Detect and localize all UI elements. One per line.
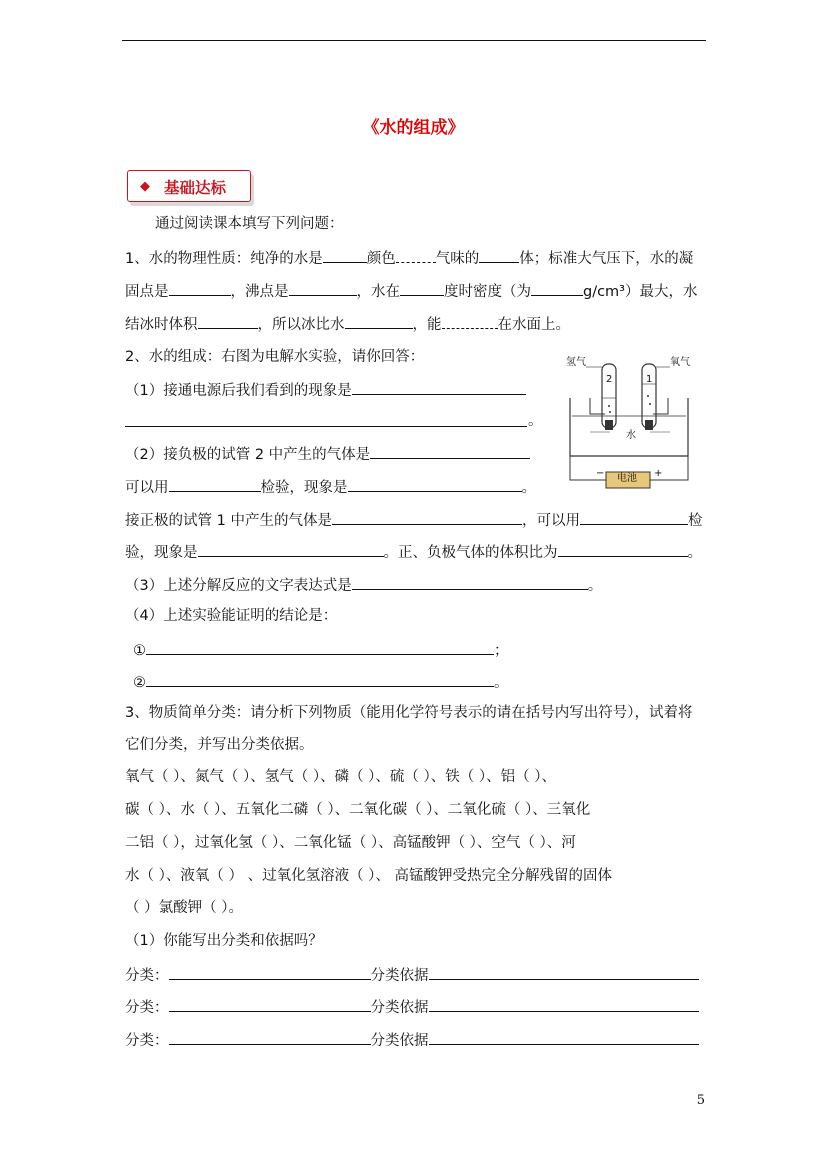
header-rule (122, 40, 706, 41)
diamond-icon: ◆ (140, 179, 150, 194)
section-badge (127, 170, 251, 202)
q1-text: 颜色 (366, 251, 396, 267)
period: 。 (494, 675, 509, 691)
minus-sign: − (596, 468, 605, 479)
q1-text: 度时密度（为 (444, 284, 531, 300)
intro-text: 通过阅读课本填写下列问题： (155, 216, 344, 232)
answer-blank[interactable] (352, 379, 526, 395)
q2-text: 检 (687, 513, 703, 529)
plus-sign: + (654, 468, 663, 479)
answer-blank[interactable] (169, 280, 231, 296)
hydrogen-label: 氢气 (566, 357, 586, 368)
q1-text: ，能 (412, 317, 442, 333)
q3-substances-1: 氧气（ ）、氮气（ ）、氢气（ ）、磷（ ）、硫（ ）、铁（ ）、铝（ ）、 (125, 769, 557, 785)
answer-blank[interactable] (396, 247, 436, 263)
q1-text: ，所以冰比水 (257, 317, 345, 333)
classification-label: 分类： (125, 968, 169, 984)
electrolysis-diagram (560, 356, 698, 491)
q3-substances-2: 碳（ ）、水（ ）、五氧化二磷（ ）、二氧化碳（ ）、二氧化硫（ ）、三氧化 (125, 802, 591, 818)
q2-text: ① (133, 643, 146, 659)
answer-blank[interactable] (146, 639, 494, 655)
q1-text: 1、水的物理性质：纯净的水是 (125, 251, 323, 267)
q3-substances-5: （ ）氯酸钾（ ）。 (125, 900, 243, 916)
q2-text: ，可以用 (521, 513, 580, 529)
answer-blank[interactable] (289, 280, 357, 296)
answer-blank[interactable] (125, 426, 527, 427)
answer-blank[interactable] (370, 443, 530, 459)
q3-heading-2: 它们分类，并写出分类依据。 (125, 737, 314, 753)
tube-2-label: 2 (606, 374, 613, 385)
classification-label: 分类： (125, 1033, 169, 1049)
q2-text: 可以用 (125, 480, 169, 496)
q2-heading: 2、水的组成：右图为电解水实验，请你回答： (125, 349, 425, 365)
answer-blank[interactable] (400, 280, 444, 296)
answer-blank[interactable] (169, 996, 371, 1012)
answer-blank[interactable] (558, 541, 688, 557)
q1-text: 固点是 (125, 284, 169, 300)
basis-label: 分类依据 (370, 968, 429, 984)
answer-blank[interactable] (332, 509, 522, 525)
basis-label: 分类依据 (370, 1000, 429, 1016)
q1-text: 结冰时体积 (125, 317, 198, 333)
answer-blank[interactable] (198, 541, 384, 557)
page-title: 《水的组成》 (362, 118, 465, 138)
answer-blank[interactable] (429, 1029, 699, 1045)
q2-s2a (125, 443, 530, 465)
q3-heading-1: 3、物质简单分类：请分析下列物质（能用化学符号表示的请在括号内写出符号），试着将 (125, 705, 693, 721)
answer-blank[interactable] (352, 574, 588, 590)
q3-sub1: （1）你能写出分类和依据吗？ (125, 933, 323, 949)
q2-text: （1）接通电源后我们看到的现象是 (125, 383, 352, 399)
classification-row (125, 996, 699, 1018)
answer-blank[interactable] (479, 247, 519, 263)
answer-blank[interactable] (531, 280, 583, 296)
q1-line1 (125, 247, 693, 269)
q2-text: （3）上述分解反应的文字表达式是 (125, 578, 352, 594)
answer-blank[interactable] (348, 476, 522, 492)
q2-s2b (125, 476, 536, 498)
answer-blank[interactable] (146, 671, 494, 687)
period: 。 (528, 413, 543, 429)
answer-blank[interactable] (429, 996, 699, 1012)
q1-text: 在水面上。 (497, 317, 570, 333)
water-label: 水 (626, 430, 636, 441)
basis-label: 分类依据 (370, 1033, 429, 1049)
answer-blank[interactable] (169, 964, 371, 980)
period: 。 (521, 480, 536, 496)
q1-line3 (125, 313, 570, 335)
answer-blank[interactable] (580, 509, 688, 525)
classification-row (125, 1029, 699, 1051)
oxygen-label: 氧气 (670, 357, 690, 368)
q1-text: ，沸点是 (230, 284, 289, 300)
q1-text: 气味的 (435, 251, 480, 267)
answer-blank[interactable] (323, 247, 367, 263)
answer-blank[interactable] (169, 1029, 371, 1045)
q2-s4: （4）上述实验能证明的结论是： (125, 608, 338, 624)
q2-s3 (125, 574, 602, 596)
q1-text: 体；标准大气压下，水的凝 (519, 251, 694, 267)
q1-line2 (125, 280, 698, 302)
answer-blank[interactable] (345, 313, 413, 329)
classification-row (125, 964, 699, 986)
q2-conclusion-1 (133, 639, 509, 661)
period: 。 (587, 578, 603, 594)
q2-s2c (125, 509, 702, 531)
q2-text: ② (133, 675, 146, 691)
q3-substances-3: 二铝（ ），过氧化氢（ ）、二氧化锰（ ）、高锰酸钾（ ）、空气（ ）、河 (125, 835, 576, 851)
q2-s2d (125, 541, 702, 563)
classification-label: 分类： (125, 1000, 169, 1016)
q2-text: ； (494, 643, 509, 659)
q2-s1 (125, 379, 526, 401)
q1-text: g/cm³）最大，水 (583, 284, 698, 300)
q2-conclusion-2 (133, 671, 509, 693)
tube-1-label: 1 (646, 374, 653, 385)
q2-text: 检验，现象是 (260, 480, 348, 496)
q2-text: 验，现象是 (125, 545, 198, 561)
answer-blank[interactable] (442, 313, 498, 329)
answer-blank[interactable] (198, 313, 258, 329)
section-badge-label: 基础达标 (164, 179, 227, 197)
q3-substances-4: 水（ ）、液氧（ ） 、过氧化氢溶液（ ）、 高锰酸钾受热完全分解残留的固体 (125, 868, 613, 884)
battery-label: 电池 (617, 473, 637, 484)
q1-text: ，水在 (356, 284, 400, 300)
page-number: 5 (696, 1093, 705, 1108)
answer-blank[interactable] (429, 964, 699, 980)
q2-text: 接正极的试管 1 中产生的气体是 (125, 513, 332, 529)
period: 。 (687, 545, 702, 561)
q2-text: 。正、负极气体的体积比为 (383, 545, 558, 561)
q2-text: （2）接负极的试管 2 中产生的气体是 (125, 447, 371, 463)
answer-blank[interactable] (169, 476, 261, 492)
